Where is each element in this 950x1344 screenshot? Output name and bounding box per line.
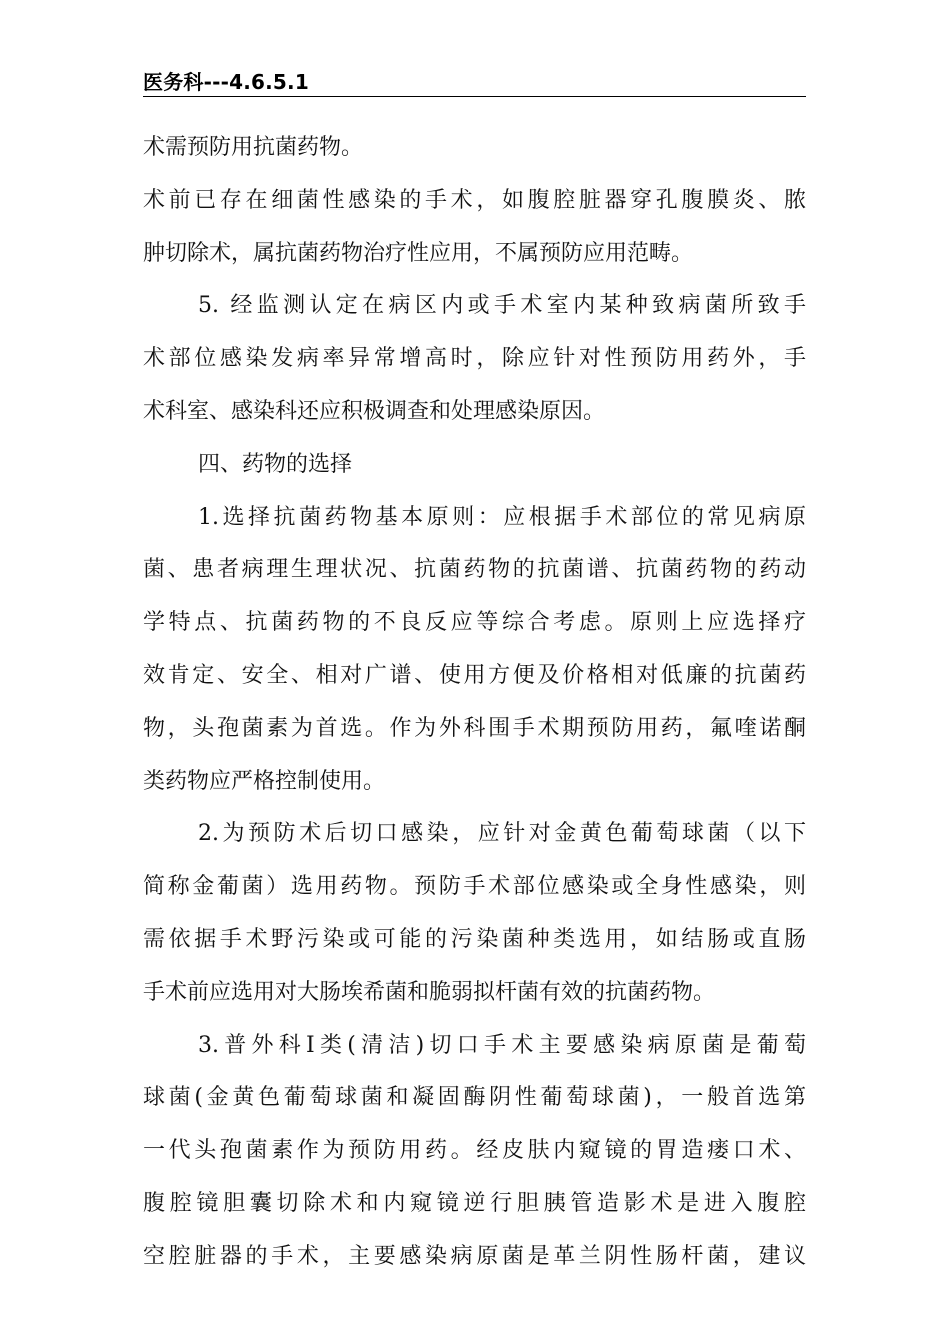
text-line: 效肯定、安全、相对广谱、使用方便及价格相对低廉的抗菌药 [143,662,806,688]
text-line: 术部位感染发病率异常增高时，除应针对性预防用药外，手 [143,346,806,372]
text-line: 术前已存在细菌性感染的手术，如腹腔脏器穿孔腹膜炎、脓 [143,187,806,213]
text-line: 术科室、感染科还应积极调查和处理感染原因。 [143,398,606,424]
text-line: 1.选择抗菌药物基本原则：应根据手术部位的常见病原 [198,504,806,530]
text-line: 四、药物的选择 [198,451,353,477]
text-line: 3.普外科Ⅰ类(清洁)切口手术主要感染病原菌是葡萄 [198,1032,806,1058]
text-line: 空腔脏器的手术，主要感染病原菌是革兰阴性肠杆菌，建议 [143,1243,806,1269]
text-line: 菌、患者病理生理状况、抗菌药物的抗菌谱、抗菌药物的药动 [143,557,806,583]
document-body [143,126,806,1288]
text-line: 球菌(金黄色葡萄球菌和凝固酶阴性葡萄球菌)，一般首选第 [143,1085,806,1111]
text-line: 2.为预防术后切口感染，应针对金黄色葡萄球菌（以下 [198,821,806,847]
text-line: 术需预防用抗菌药物。 [143,135,364,160]
text-line: 需依据手术野污染或可能的污染菌种类选用，如结肠或直肠 [143,926,806,952]
text-line: 手术前应选用对大肠埃希菌和脆弱拟杆菌有效的抗菌药物。 [143,979,716,1005]
text-line: 类药物应严格控制使用。 [143,768,386,794]
text-line: 5. 经监测认定在病区内或手术室内某种致病菌所致手 [198,293,806,319]
header-title: 医务科---4.6.5.1 [143,70,309,94]
text-line: 一代头孢菌素作为预防用药。经皮肤内窥镜的胃造瘘口术、 [143,1138,806,1164]
text-line: 物，头孢菌素为首选。作为外科围手术期预防用药，氟喹诺酮 [143,715,806,741]
text-line: 腹腔镜胆囊切除术和内窥镜逆行胆胰管造影术是进入腹腔 [143,1190,806,1216]
page-header [143,60,806,97]
text-line: 学特点、抗菌药物的不良反应等综合考虑。原则上应选择疗 [143,610,806,636]
text-line: 肿切除术，属抗菌药物治疗性应用，不属预防应用范畴。 [143,240,694,266]
text-line: 简称金葡菌）选用药物。预防手术部位感染或全身性感染，则 [143,874,806,900]
